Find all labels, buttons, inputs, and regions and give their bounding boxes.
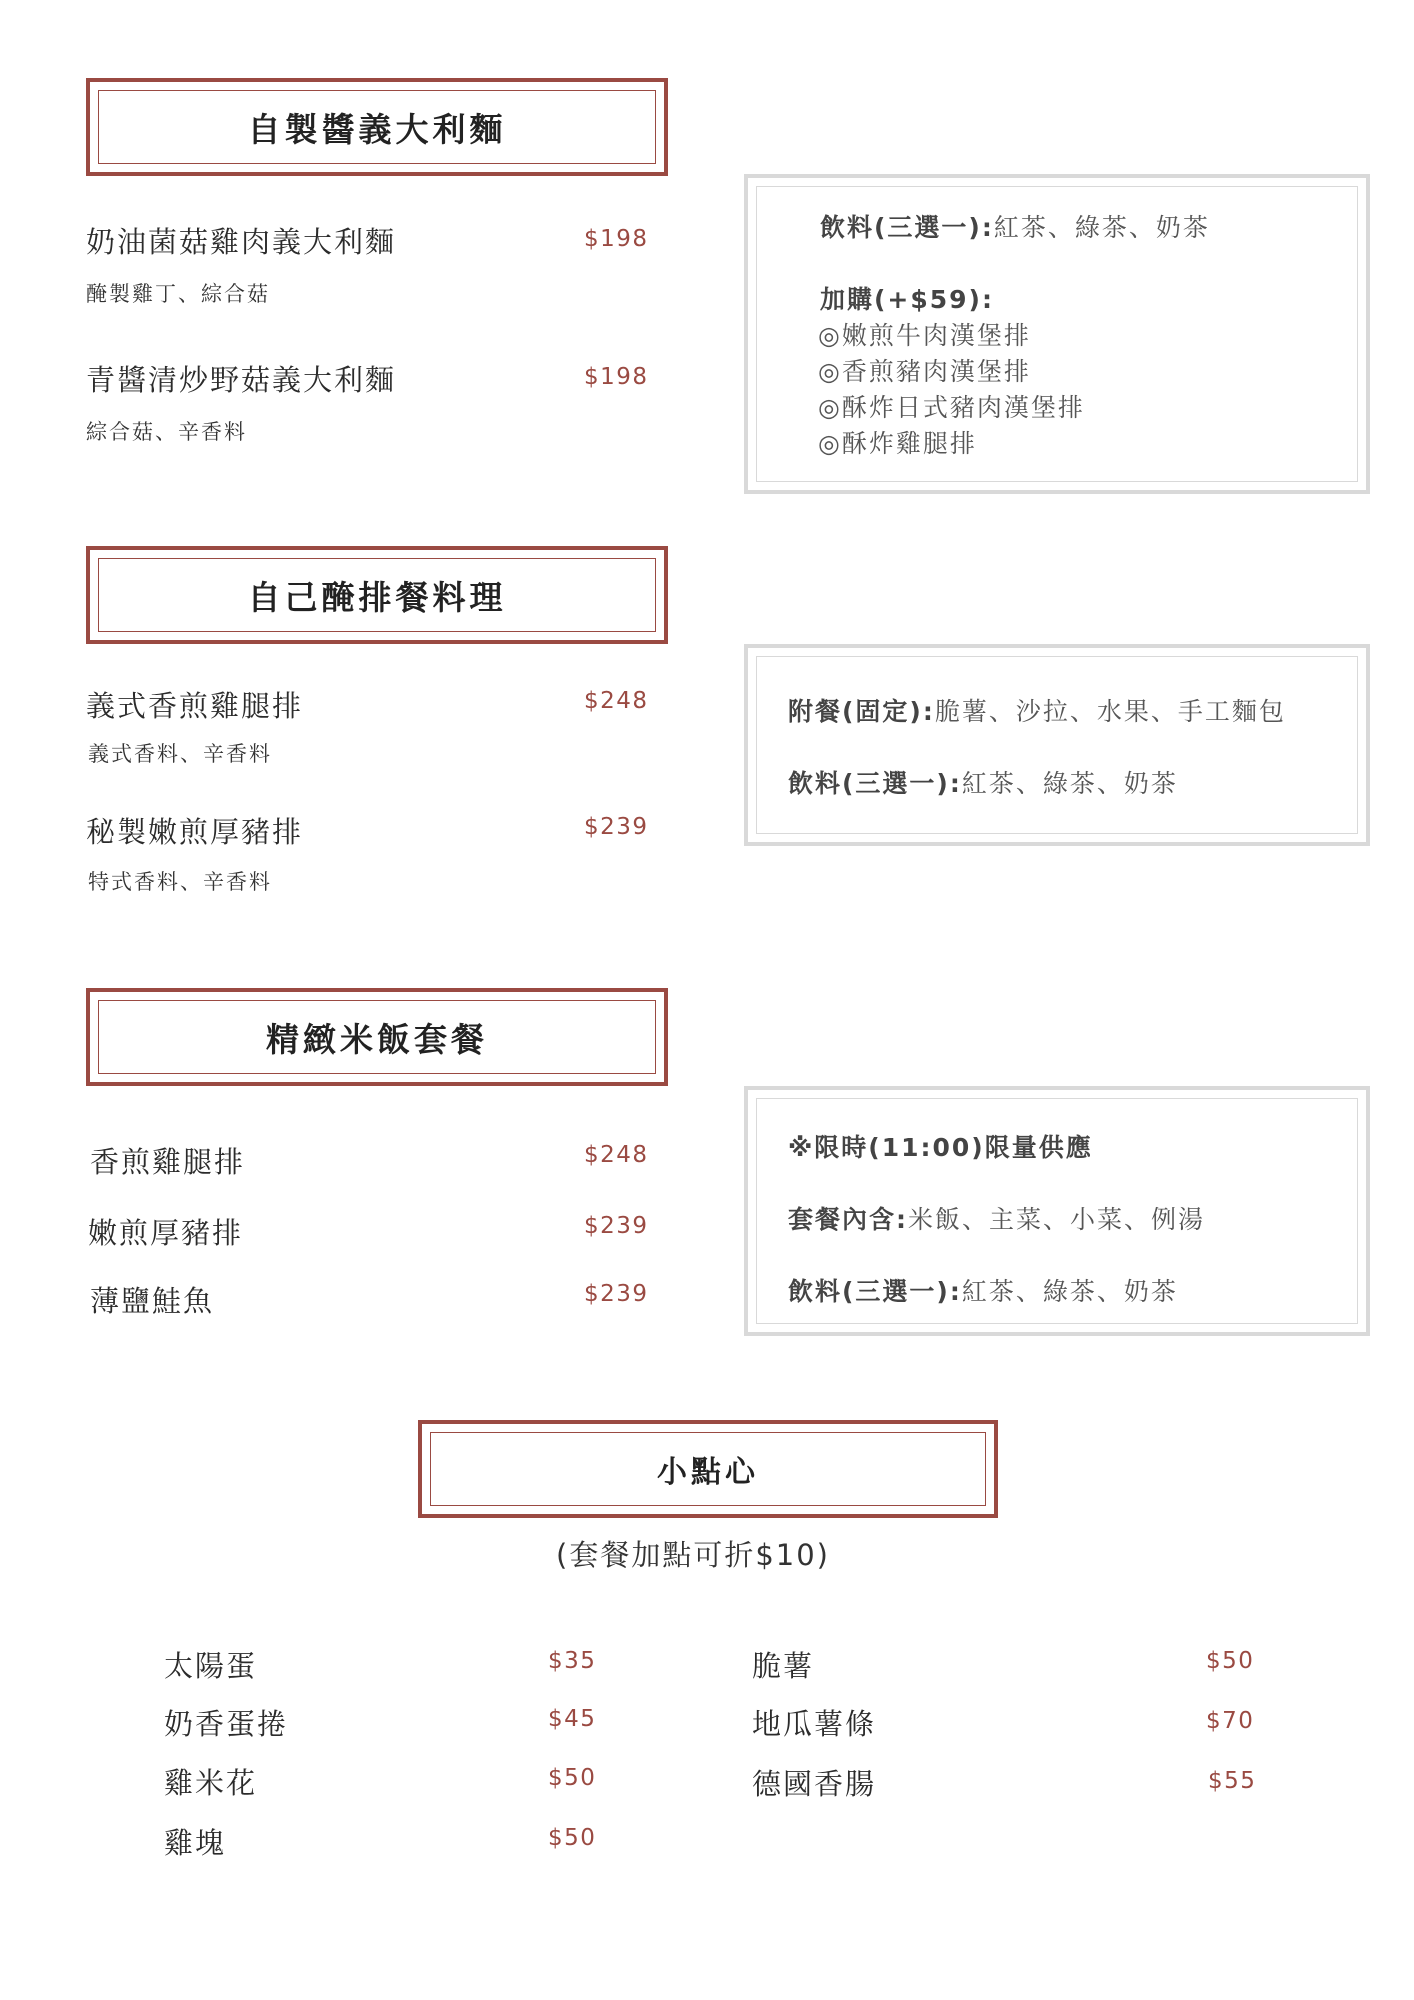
snack-name: 脆薯 xyxy=(752,1649,815,1683)
menu-item-name: 青醬清炒野菇義大利麵 xyxy=(86,363,397,397)
snack-price: $35 xyxy=(548,1648,597,1674)
menu-item-name: 香煎雞腿排 xyxy=(90,1145,246,1179)
menu-item-desc: 綜合菇、辛香料 xyxy=(86,420,247,444)
section-heading-steak xyxy=(86,546,668,644)
section-heading-snacks xyxy=(418,1420,998,1518)
menu-item-price: $248 xyxy=(584,688,649,714)
snack-name: 德國香腸 xyxy=(752,1767,877,1801)
snack-price: $45 xyxy=(548,1706,597,1732)
addon-item: ◎酥炸日式豬肉漢堡排 xyxy=(818,393,1085,422)
menu-item-desc: 義式香料、辛香料 xyxy=(88,742,272,766)
side-option xyxy=(788,692,1286,728)
menu-item-desc: 特式香料、辛香料 xyxy=(88,870,272,894)
snack-name: 地瓜薯條 xyxy=(752,1707,877,1741)
menu-item-price: $198 xyxy=(584,226,649,252)
menu-item-price: $239 xyxy=(584,1281,649,1307)
drink-value: 紅茶、綠茶、奶茶 xyxy=(993,213,1210,242)
snack-name: 雞塊 xyxy=(164,1826,227,1860)
menu-item-name: 秘製嫩煎厚豬排 xyxy=(86,815,304,849)
addon-label: 加購(+$59): xyxy=(820,285,994,314)
snack-price: $50 xyxy=(548,1765,597,1791)
snack-price: $55 xyxy=(1208,1768,1257,1794)
drink-label: 飲料(三選一): xyxy=(788,769,962,798)
drink-label: 飲料(三選一): xyxy=(788,1277,962,1306)
section-title: 自製醬義大利麵 xyxy=(247,109,507,149)
drink-option xyxy=(788,1272,1178,1308)
info-box-pasta xyxy=(744,174,1370,494)
drink-value: 紅茶、綠茶、奶茶 xyxy=(961,1277,1178,1306)
snack-name: 奶香蛋捲 xyxy=(164,1707,289,1741)
menu-item-name: 義式香煎雞腿排 xyxy=(86,689,304,723)
menu-item-price: $198 xyxy=(584,364,649,390)
drink-option xyxy=(820,208,1210,244)
info-box-rice xyxy=(744,1086,1370,1336)
section-title: 自己醃排餐料理 xyxy=(247,577,507,617)
menu-item-name: 嫩煎厚豬排 xyxy=(88,1216,244,1250)
snack-name: 太陽蛋 xyxy=(164,1649,258,1683)
snacks-discount-note: (套餐加點可折$10) xyxy=(556,1538,830,1572)
section-heading-rice xyxy=(86,988,668,1086)
section-title: 小點心 xyxy=(657,1455,759,1490)
drink-option xyxy=(788,764,1178,800)
addon-item: ◎嫩煎牛肉漢堡排 xyxy=(818,321,1031,350)
menu-item-desc: 醃製雞丁、綜合菇 xyxy=(86,282,270,306)
snack-name: 雞米花 xyxy=(164,1766,258,1800)
snack-price: $50 xyxy=(1206,1648,1255,1674)
section-heading-pasta xyxy=(86,78,668,176)
set-value: 米飯、主菜、小菜、例湯 xyxy=(908,1205,1206,1234)
side-value: 脆薯、沙拉、水果、手工麵包 xyxy=(934,697,1286,726)
menu-item-name: 奶油菌菇雞肉義大利麵 xyxy=(86,225,397,259)
addon-item: ◎酥炸雞腿排 xyxy=(818,429,977,458)
menu-item-price: $239 xyxy=(584,1213,649,1239)
limited-notice: ※限時(11:00)限量供應 xyxy=(788,1133,1093,1162)
menu-item-name: 薄鹽鮭魚 xyxy=(90,1284,215,1318)
drink-value: 紅茶、綠茶、奶茶 xyxy=(961,769,1178,798)
snack-price: $70 xyxy=(1206,1708,1255,1734)
menu-item-price: $239 xyxy=(584,814,649,840)
drink-label: 飲料(三選一): xyxy=(820,213,994,242)
addon-item: ◎香煎豬肉漢堡排 xyxy=(818,357,1031,386)
set-contents xyxy=(788,1200,1205,1236)
snack-price: $50 xyxy=(548,1825,597,1851)
side-label: 附餐(固定): xyxy=(788,697,935,726)
menu-item-price: $248 xyxy=(584,1142,649,1168)
set-label: 套餐內含: xyxy=(788,1205,908,1234)
info-box-steak xyxy=(744,644,1370,846)
section-title: 精緻米飯套餐 xyxy=(266,1019,488,1059)
